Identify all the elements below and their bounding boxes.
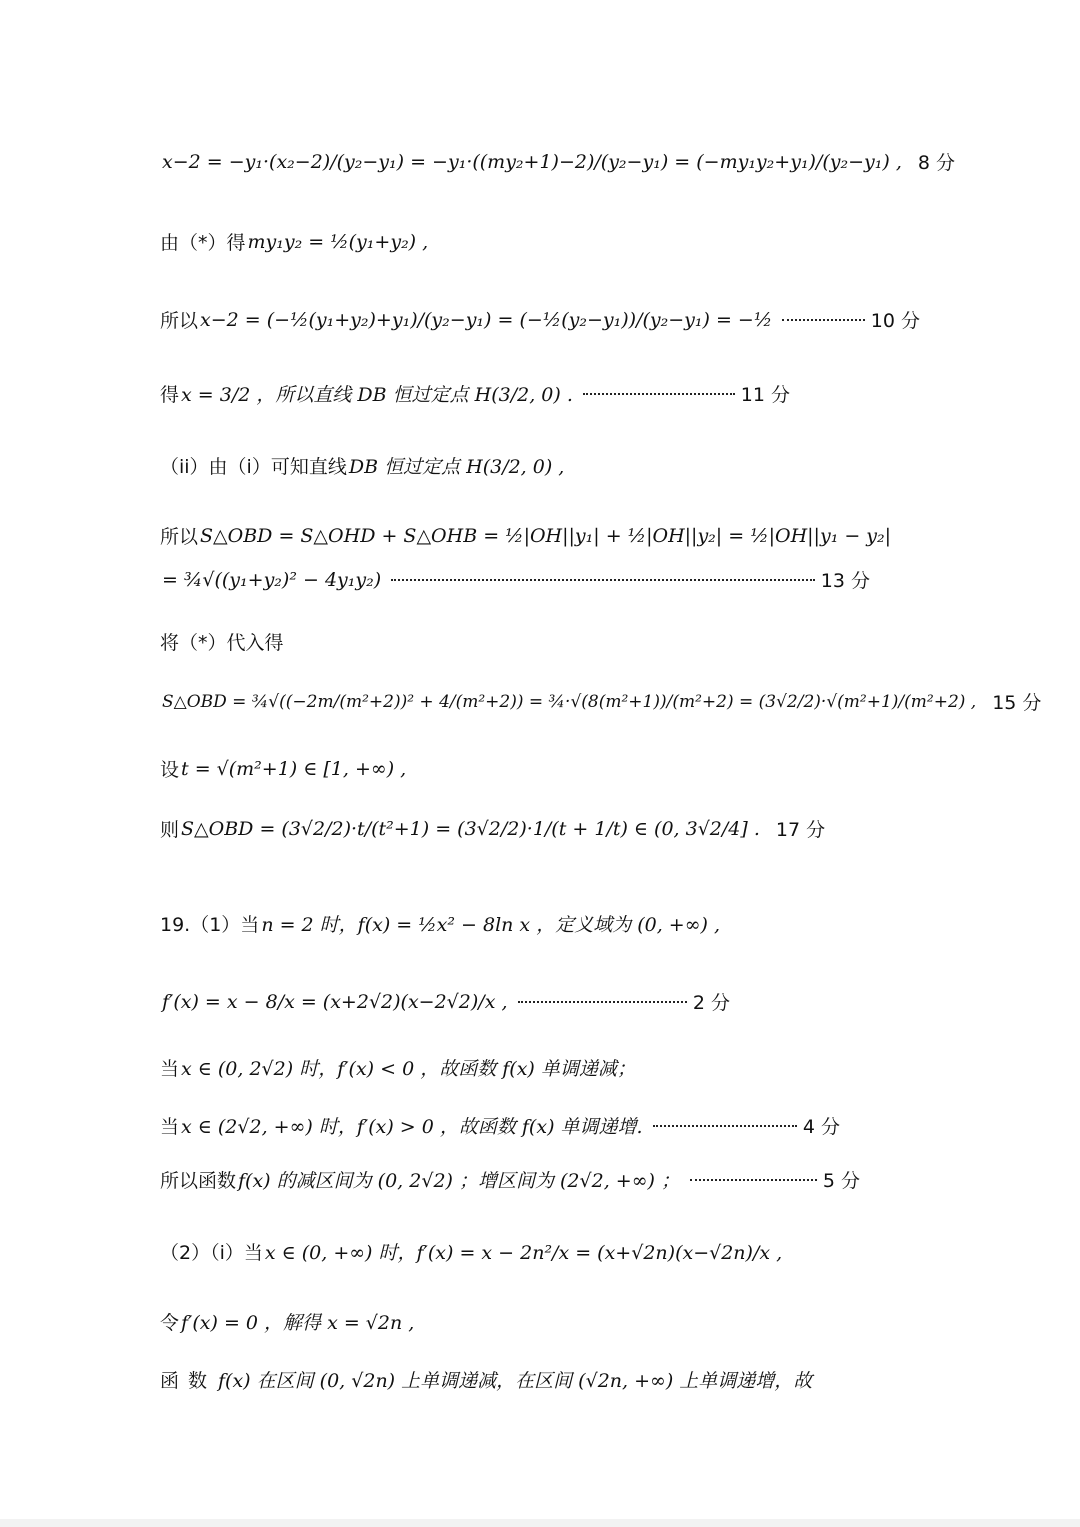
score-leader: [782, 319, 865, 321]
line-5-math: DB 恒过定点 H(3/2, 0) ,: [348, 456, 565, 478]
line-10-math: t = √(m²+1) ∈ [1, +∞) ,: [181, 757, 407, 780]
line-12-math: n = 2 时，f(x) = ½x² − 8ln x ，定义域为 (0, +∞) ,: [261, 914, 721, 936]
line-18: [160, 1308, 920, 1335]
line-17-math: x ∈ (0, +∞) 时，f′(x) = x − 2n²/x = (x+√2n)(x−√2n)/x ,: [264, 1242, 783, 1264]
line-9-math: S△OBD = ¾√((−2m/(m²+2))² + 4/(m²+2)) = ¾·√(8(m²+1))/(m²+2) = (3√2/2)·√(m²+1)/(m²+2) ,: [162, 691, 977, 712]
line-4-score: 11 分: [740, 384, 790, 406]
line-14: [160, 1054, 920, 1081]
line-19-text: 函数: [160, 1370, 217, 1392]
line-11-score: 17 分: [775, 819, 826, 841]
line-16-text: 所以函数: [160, 1170, 237, 1192]
line-13-score: 2 分: [692, 992, 730, 1014]
line-15-text: 当: [160, 1116, 180, 1138]
line-3-math: x−2 = (−½(y₁+y₂)+y₁)/(y₂−y₁) = (−½(y₂−y₁))/(y₂−y₁) = −½: [200, 308, 773, 331]
line-1-math: x−2 = −y₁·(x₂−2)/(y₂−y₁) = −y₁·((my₂+1)−2)/(y₂−y₁) = (−my₁y₂+y₁)/(y₂−y₁) ,: [162, 150, 902, 173]
line-14-text: 当: [160, 1058, 180, 1080]
line-3-score: 10 分: [870, 310, 920, 332]
line-17: [160, 1238, 920, 1265]
line-3: [160, 306, 920, 333]
line-2: [160, 228, 920, 255]
page-bottom-edge: [0, 1519, 1080, 1527]
score-leader: [518, 1001, 687, 1003]
score-leader: [391, 579, 815, 581]
line-12-text: 19.（1）当: [160, 914, 260, 936]
line-16-math: f(x) 的减区间为 (0, 2√2) ；增区间为 (2√2, +∞) ；: [238, 1170, 680, 1192]
line-10: [160, 755, 920, 782]
line-7-math: = ¾√((y₁+y₂)² − 4y₁y₂): [162, 568, 382, 591]
line-7-score: 13 分: [820, 570, 870, 592]
line-19-math: f(x) 在区间 (0, √2n) 上单调递减，在区间 (√2n, +∞) 上单调递增，故: [218, 1370, 813, 1392]
line-15-score: 4 分: [802, 1116, 840, 1138]
score-leader: [653, 1125, 797, 1127]
line-18-text: 令: [160, 1312, 180, 1334]
line-15-math: x ∈ (2√2, +∞) 时，f′(x) > 0 ，故函数 f(x) 单调递增.: [181, 1116, 643, 1138]
line-11: [160, 815, 826, 842]
line-9-score: 15 分: [992, 692, 1042, 714]
score-leader: [583, 393, 735, 395]
score-leader: [690, 1179, 817, 1181]
line-15: [160, 1112, 840, 1139]
line-10-text: 设: [160, 759, 180, 781]
line-11-math: S△OBD = (3√2/2)·t/(t²+1) = (3√2/2)·1/(t + 1/t) ∈ (0, 3√2/4] .: [181, 817, 760, 840]
line-4-math: x = 3/2 ，所以直线 DB 恒过定点 H(3/2, 0) .: [181, 384, 573, 406]
line-8: [160, 628, 920, 655]
line-16-score: 5 分: [822, 1170, 860, 1192]
line-2-math: my₁y₂ = ½(y₁+y₂) ,: [247, 230, 429, 253]
line-5: [160, 452, 920, 479]
line-17-text: （2）（i）当: [160, 1242, 263, 1264]
line-11-text: 则: [160, 819, 180, 841]
line-4: [160, 380, 790, 407]
line-8-text: 将（*）代入得: [160, 632, 284, 654]
line-6: [160, 522, 920, 549]
line-1-score: 8 分: [917, 152, 956, 174]
line-13-math: f′(x) = x − 8/x = (x+2√2)(x−2√2)/x ,: [162, 990, 508, 1013]
line-4-text: 得: [160, 384, 180, 406]
line-2-text: 由（*）得: [160, 232, 246, 254]
line-18-math: f′(x) = 0 ，解得 x = √2n ,: [181, 1312, 415, 1334]
line-6-math: S△OBD = S△OHD + S△OHB = ½|OH||y₁| + ½|OH||y₂| = ½|OH||y₁ − y₂|: [200, 524, 892, 547]
line-12: [160, 910, 920, 937]
line-5-text: （ii）由（i）可知直线: [160, 456, 347, 478]
line-13: [160, 988, 730, 1015]
line-16: [160, 1166, 860, 1193]
line-1: [160, 148, 956, 175]
line-14-math: x ∈ (0, 2√2) 时，f′(x) < 0 ，故函数 f(x) 单调递减；: [181, 1058, 636, 1080]
line-19: [160, 1366, 920, 1393]
line-3-text: 所以: [160, 310, 199, 332]
line-7: [160, 566, 870, 593]
line-6-text: 所以: [160, 526, 199, 548]
line-9: [160, 688, 1042, 715]
